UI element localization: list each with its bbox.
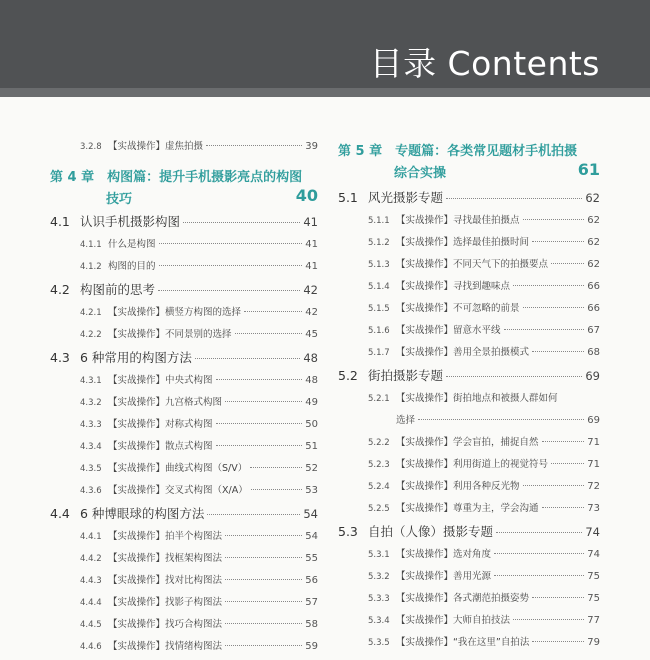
chapter-page: 40 xyxy=(295,186,318,205)
entry-number: 3.2.8 xyxy=(80,142,102,152)
entry-title: 【实战操作】虚焦拍摄 xyxy=(108,141,204,152)
entry-title: 【实战操作】选对角度 xyxy=(396,549,492,560)
entry-number: 5.3.2 xyxy=(368,572,390,582)
toc-section[interactable] xyxy=(50,348,318,372)
entry-title: 【实战操作】横竖方构图的选择 xyxy=(108,307,242,318)
entry-title: 【实战操作】街拍地点和被摄人群如何 xyxy=(396,393,558,404)
toc-entry[interactable] xyxy=(338,212,600,234)
entry-number: 5.2.2 xyxy=(368,438,390,448)
section-page: 48 xyxy=(303,351,318,365)
entry-page: 67 xyxy=(587,325,600,336)
toc-entry[interactable] xyxy=(338,634,600,656)
entry-number: 5.3.1 xyxy=(368,550,390,560)
entry-title: 【实战操作】学会盲拍，捕捉自然 xyxy=(396,437,539,448)
chapter-5-heading[interactable] xyxy=(338,138,600,188)
entry-page: 58 xyxy=(305,619,318,630)
section-page: 74 xyxy=(585,525,600,539)
toc-section[interactable] xyxy=(338,366,600,390)
leader-dots xyxy=(159,265,303,266)
section-number: 5.1 xyxy=(338,190,358,205)
toc-right-column xyxy=(338,138,600,656)
leader-dots xyxy=(206,145,302,146)
entry-title: 【实战操作】利用各种反光物 xyxy=(396,481,520,492)
entry-page: 45 xyxy=(305,329,318,340)
entry-title: 【实战操作】九宫格式构图 xyxy=(108,397,223,408)
entry-page: 66 xyxy=(587,281,600,292)
entry-number: 5.2.5 xyxy=(368,504,390,514)
entry-page: 57 xyxy=(305,597,318,608)
toc-entry[interactable] xyxy=(50,236,318,258)
toc-entry[interactable] xyxy=(338,390,600,412)
entry-number: 4.4.2 xyxy=(80,554,102,564)
toc-entry[interactable] xyxy=(338,234,600,256)
leader-dots xyxy=(195,358,300,359)
chapter-page: 61 xyxy=(577,160,600,179)
entry-title: 【实战操作】中央式构图 xyxy=(108,375,213,386)
entry-page: 51 xyxy=(305,441,318,452)
section-number: 5.2 xyxy=(338,368,358,383)
entry-number: 4.4.1 xyxy=(80,532,102,542)
entry-title: 【实战操作】找框架构图法 xyxy=(108,553,223,564)
entry-number: 4.3.3 xyxy=(80,420,102,430)
entry-number: 5.1.5 xyxy=(368,304,390,314)
leader-dots xyxy=(225,401,302,402)
leader-dots xyxy=(542,507,585,508)
entry-page: 53 xyxy=(305,485,318,496)
entry-number: 4.4.5 xyxy=(80,620,102,630)
toc-entry[interactable] xyxy=(338,590,600,612)
entry-number: 4.3.4 xyxy=(80,442,102,452)
leader-dots xyxy=(225,535,302,536)
entry-number: 4.1.2 xyxy=(80,262,102,272)
entry-title: 【实战操作】不同天气下的拍摄要点 xyxy=(396,259,549,270)
toc-section[interactable] xyxy=(338,188,600,212)
toc-entry[interactable] xyxy=(338,500,600,522)
entry-title: 【实战操作】各式潮范拍摄姿势 xyxy=(396,593,530,604)
chapter-title-cont: 综合实操 xyxy=(394,166,447,181)
leader-dots xyxy=(235,333,303,334)
toc-entry[interactable] xyxy=(50,528,318,550)
toc-entry[interactable] xyxy=(50,550,318,572)
chapter-4-heading[interactable] xyxy=(50,164,318,212)
entry-title-cont: 选择 xyxy=(396,415,416,426)
toc-entry[interactable] xyxy=(50,438,318,460)
entry-number: 5.1.4 xyxy=(368,282,390,292)
entry-number: 5.1.1 xyxy=(368,216,390,226)
entry-page: 54 xyxy=(305,531,318,542)
entry-number: 5.1.6 xyxy=(368,326,390,336)
toc-entry[interactable] xyxy=(50,594,318,616)
section-title: 认识手机摄影构图 xyxy=(80,214,181,229)
toc-entry[interactable] xyxy=(50,638,318,660)
toc-entry[interactable] xyxy=(338,478,600,500)
toc-entry[interactable] xyxy=(338,456,600,478)
leader-dots xyxy=(513,285,584,286)
toc-entry[interactable] xyxy=(338,256,600,278)
leader-dots xyxy=(513,619,584,620)
toc-entry[interactable] xyxy=(50,616,318,638)
leader-dots xyxy=(216,379,303,380)
entry-number: 5.1.3 xyxy=(368,260,390,270)
section-title: 风光摄影专题 xyxy=(368,190,444,205)
toc-entry[interactable] xyxy=(50,258,318,280)
section-page: 42 xyxy=(303,283,318,297)
entry-page: 77 xyxy=(587,615,600,626)
entry-number: 4.1.1 xyxy=(80,240,102,250)
leader-dots xyxy=(250,467,302,468)
leader-dots xyxy=(225,645,302,646)
toc-entry[interactable] xyxy=(338,322,600,344)
chapter-title: 第 5 章 专题篇：各类常见题材手机拍摄 xyxy=(338,144,578,159)
section-number: 4.3 xyxy=(50,350,70,365)
entry-title: 【实战操作】“我在这里”自拍法 xyxy=(396,637,530,648)
toc-section[interactable] xyxy=(50,280,318,304)
leader-dots xyxy=(251,489,303,490)
toc-entry[interactable] xyxy=(338,546,600,568)
entry-page: 66 xyxy=(587,303,600,314)
toc-section[interactable] xyxy=(338,522,600,546)
entry-title: 【实战操作】大师自拍技法 xyxy=(396,615,511,626)
toc-entry[interactable] xyxy=(50,460,318,482)
entry-number: 5.1.7 xyxy=(368,348,390,358)
entry-title: 【实战操作】找情绪构图法 xyxy=(108,641,223,652)
leader-dots xyxy=(225,557,302,558)
entry-title: 【实战操作】选择最佳拍摄时间 xyxy=(396,237,530,248)
section-title: 构图前的思考 xyxy=(80,282,156,297)
toc-entry[interactable] xyxy=(338,612,600,634)
entry-title: 【实战操作】找影子构图法 xyxy=(108,597,223,608)
entry-number: 5.2.4 xyxy=(368,482,390,492)
toc-entry[interactable] xyxy=(338,434,600,456)
leader-dots xyxy=(532,641,584,642)
page-title: 目录 Contents xyxy=(369,44,600,83)
section-title: 自拍（人像）摄影专题 xyxy=(368,524,494,539)
entry-number: 4.4.3 xyxy=(80,576,102,586)
entry-title: 【实战操作】留意水平线 xyxy=(396,325,501,336)
entry-page: 71 xyxy=(587,459,600,470)
entry-title: 【实战操作】曲线式构图（S/V） xyxy=(108,463,248,474)
leader-dots xyxy=(446,376,582,377)
entry-page: 79 xyxy=(587,637,600,648)
entry-page: 52 xyxy=(305,463,318,474)
leader-dots xyxy=(532,351,584,352)
entry-page: 71 xyxy=(587,437,600,448)
toc-section[interactable] xyxy=(50,212,318,236)
leader-dots xyxy=(542,441,585,442)
entry-number: 4.3.5 xyxy=(80,464,102,474)
leader-dots xyxy=(551,463,584,464)
entry-number: 5.1.2 xyxy=(368,238,390,248)
toc-section[interactable] xyxy=(50,504,318,528)
toc-entry[interactable] xyxy=(338,568,600,590)
leader-dots xyxy=(551,263,584,264)
entry-title: 【实战操作】善用光源 xyxy=(396,571,492,582)
toc-entry[interactable] xyxy=(50,138,318,164)
entry-number: 5.2.1 xyxy=(368,394,390,404)
section-page: 41 xyxy=(303,215,318,229)
entry-page: 50 xyxy=(305,419,318,430)
entry-page: 41 xyxy=(305,261,318,272)
leader-dots xyxy=(494,553,584,554)
leader-dots xyxy=(158,290,300,291)
entry-page: 69 xyxy=(587,415,600,426)
entry-number: 5.3.4 xyxy=(368,616,390,626)
entry-page: 59 xyxy=(305,641,318,652)
entry-number: 4.3.2 xyxy=(80,398,102,408)
entry-number: 5.3.3 xyxy=(368,594,390,604)
toc-entry[interactable] xyxy=(338,344,600,366)
toc-left-column xyxy=(50,138,318,660)
entry-number: 4.4.4 xyxy=(80,598,102,608)
entry-title: 【实战操作】找对比构图法 xyxy=(108,575,223,586)
leader-dots xyxy=(207,514,300,515)
entry-page: 48 xyxy=(305,375,318,386)
section-page: 54 xyxy=(303,507,318,521)
section-title: 街拍摄影专题 xyxy=(368,368,444,383)
entry-page: 62 xyxy=(587,215,600,226)
entry-title: 【实战操作】不可忽略的前景 xyxy=(396,303,520,314)
entry-title: 【实战操作】尊重为主，学会沟通 xyxy=(396,503,539,514)
toc-entry[interactable] xyxy=(50,326,318,348)
leader-dots xyxy=(418,419,584,420)
leader-dots xyxy=(532,597,584,598)
entry-number: 5.3.5 xyxy=(368,638,390,648)
toc-entry[interactable] xyxy=(338,300,600,322)
toc-entry[interactable] xyxy=(50,394,318,416)
leader-dots xyxy=(216,423,303,424)
entry-title: 【实战操作】利用街道上的视觉符号 xyxy=(396,459,549,470)
leader-dots xyxy=(225,579,302,580)
leader-dots xyxy=(244,311,302,312)
section-number: 4.2 xyxy=(50,282,70,297)
entry-page: 42 xyxy=(305,307,318,318)
section-number: 4.4 xyxy=(50,506,70,521)
chapter-title-cont: 技巧 xyxy=(106,192,133,207)
entry-page: 49 xyxy=(305,397,318,408)
entry-page: 55 xyxy=(305,553,318,564)
entry-title: 什么是构图 xyxy=(108,239,156,250)
entry-page: 62 xyxy=(587,259,600,270)
toc-entry[interactable] xyxy=(50,416,318,438)
entry-number: 4.4.6 xyxy=(80,642,102,652)
leader-dots xyxy=(494,575,584,576)
leader-dots xyxy=(225,601,302,602)
toc-entry[interactable] xyxy=(50,572,318,594)
chapter-title: 第 4 章 构图篇：提升手机摄影亮点的构图 xyxy=(50,170,303,185)
entry-title: 【实战操作】不同景别的选择 xyxy=(108,329,232,340)
section-number: 4.1 xyxy=(50,214,70,229)
leader-dots xyxy=(504,329,585,330)
entry-page: 74 xyxy=(587,549,600,560)
leader-dots xyxy=(523,219,585,220)
entry-number: 4.2.1 xyxy=(80,308,102,318)
section-title: 6 种博眼球的构图方法 xyxy=(80,506,205,521)
entry-title: 【实战操作】交叉式构图（X/A） xyxy=(108,485,248,496)
section-page: 69 xyxy=(585,369,600,383)
leader-dots xyxy=(159,243,303,244)
entry-title: 【实战操作】寻找最佳拍摄点 xyxy=(396,215,520,226)
entry-page: 56 xyxy=(305,575,318,586)
section-page: 62 xyxy=(585,191,600,205)
entry-number: 5.2.3 xyxy=(368,460,390,470)
entry-page: 75 xyxy=(587,571,600,582)
entry-title: 构图的目的 xyxy=(108,261,156,272)
entry-number: 4.3.6 xyxy=(80,486,102,496)
section-number: 5.3 xyxy=(338,524,358,539)
entry-title: 【实战操作】对称式构图 xyxy=(108,419,213,430)
leader-dots xyxy=(446,198,582,199)
toc-entry[interactable] xyxy=(50,304,318,326)
entry-number: 4.2.2 xyxy=(80,330,102,340)
section-title: 6 种常用的构图方法 xyxy=(80,350,192,365)
entry-page: 41 xyxy=(305,239,318,250)
leader-dots xyxy=(183,222,300,223)
leader-dots xyxy=(523,485,585,486)
leader-dots xyxy=(523,307,585,308)
entry-page: 68 xyxy=(587,347,600,358)
toc-entry[interactable] xyxy=(50,482,318,504)
entry-page: 73 xyxy=(587,503,600,514)
entry-number: 4.3.1 xyxy=(80,376,102,386)
entry-title: 【实战操作】散点式构图 xyxy=(108,441,213,452)
toc-entry[interactable] xyxy=(338,278,600,300)
entry-title: 【实战操作】找巧合构图法 xyxy=(108,619,223,630)
entry-page: 62 xyxy=(587,237,600,248)
leader-dots xyxy=(225,623,302,624)
toc-entry-continuation[interactable] xyxy=(338,412,600,434)
toc-entry[interactable] xyxy=(50,372,318,394)
entry-title: 【实战操作】善用全景拍摄模式 xyxy=(396,347,530,358)
leader-dots xyxy=(216,445,303,446)
leader-dots xyxy=(496,532,582,533)
entry-title: 【实战操作】拍半个构图法 xyxy=(108,531,223,542)
leader-dots xyxy=(532,241,584,242)
entry-page: 72 xyxy=(587,481,600,492)
entry-title: 【实战操作】寻找到趣味点 xyxy=(396,281,511,292)
header-band xyxy=(0,88,650,97)
entry-page: 39 xyxy=(305,141,318,152)
entry-page: 75 xyxy=(587,593,600,604)
